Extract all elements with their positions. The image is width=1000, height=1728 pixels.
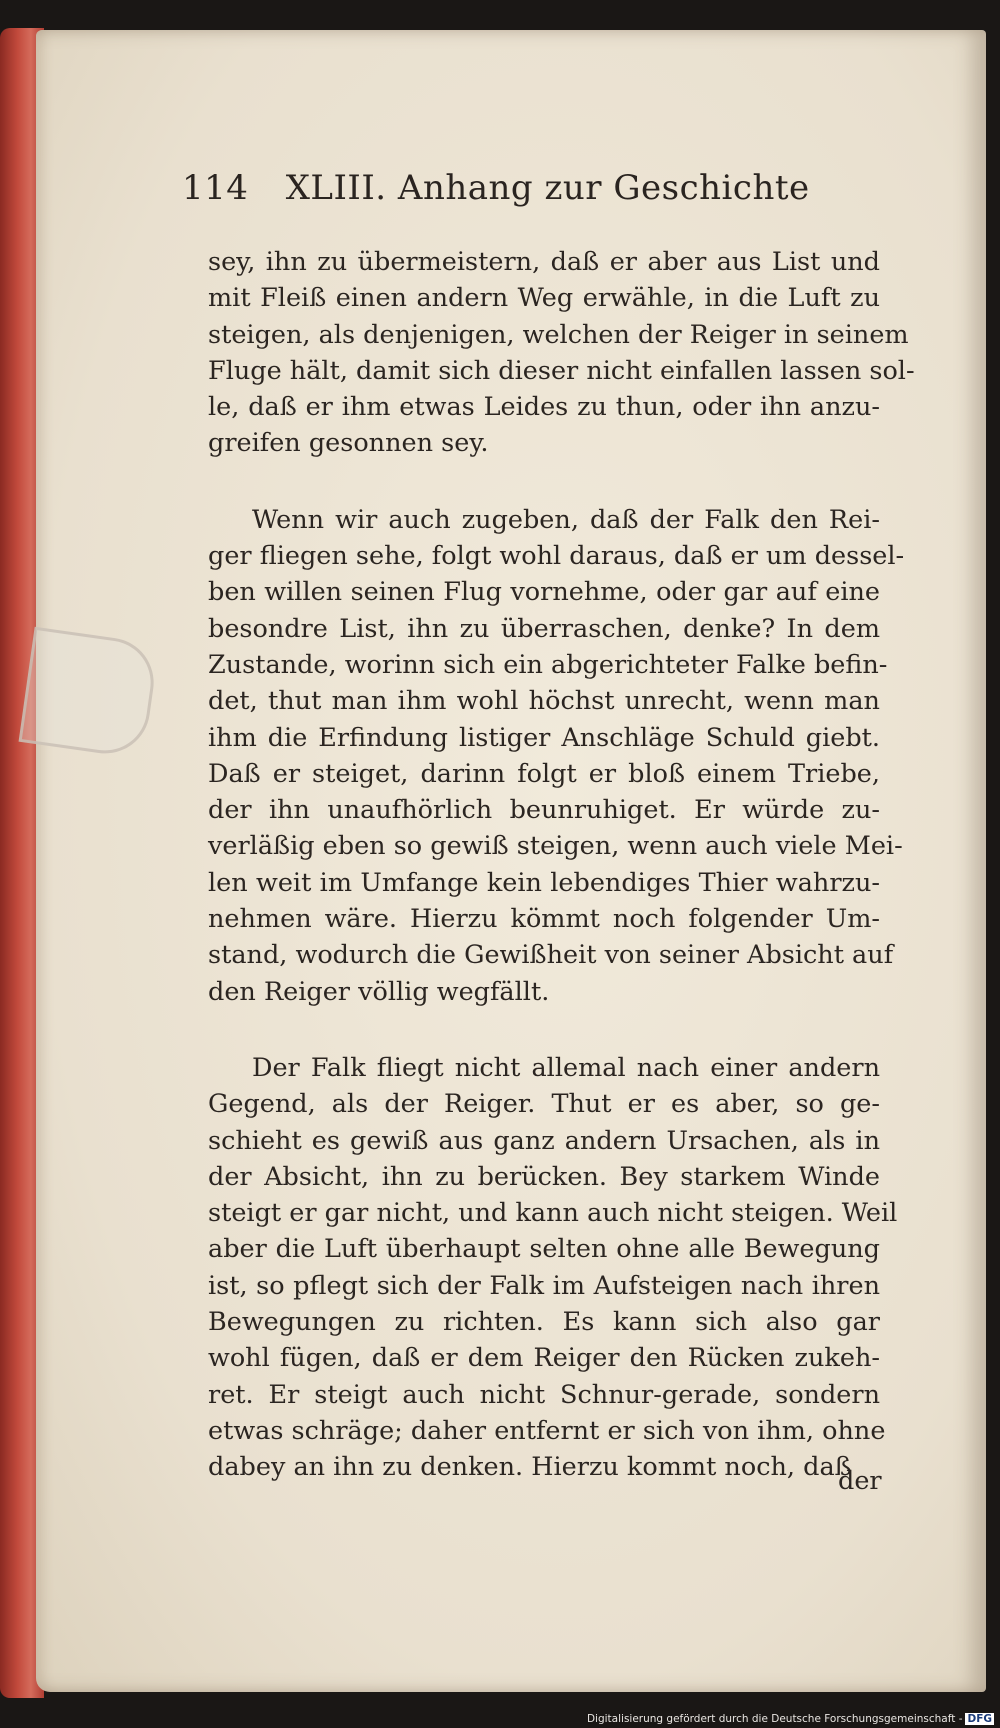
text-line: den Reiger völlig wegfällt. (208, 976, 550, 1007)
text-line: mit Fleiß einen andern Weg erwähle, in die Luft zu (208, 283, 880, 314)
text-line: Wenn wir auch zugeben, daß der Falk den Rei- (252, 504, 880, 535)
text-line: ihm die Erfindung listiger Anschläge Schuld giebt. (208, 722, 880, 753)
credit-text: Digitalisierung gefördert durch die Deutsche Forschungsgemeinschaft - (586, 1713, 963, 1725)
text-line: aber die Luft überhaupt selten ohne alle Bewegung (208, 1234, 880, 1265)
text-line: Zustande, worinn sich ein abgerichteter Falke befin- (208, 649, 888, 680)
text-line: schieht es gewiß aus ganz andern Ursachen, als in (208, 1125, 880, 1156)
text-line: besondre List, ihn zu überraschen, denke? In dem (208, 613, 880, 644)
bookmark-clip (19, 627, 160, 759)
text-line: greifen gesonnen sey. (208, 428, 489, 459)
text-line: det, thut man ihm wohl höchst unrecht, wenn man (208, 686, 880, 717)
text-line: steigt er gar nicht, und kann auch nicht steigen. Weil (208, 1198, 898, 1229)
page-header (182, 168, 922, 208)
text-line: ger fliegen sehe, folgt wohl daraus, daß er um dessel- (208, 541, 905, 572)
text-line: Der Falk fliegt nicht allemal nach einer andern (252, 1052, 880, 1083)
text-line: ist, so pflegt sich der Falk im Aufsteigen nach ihren (208, 1270, 880, 1301)
paragraph (208, 1050, 898, 1486)
dfg-logo: DFG (967, 1713, 992, 1725)
text-line: nehmen wäre. Hierzu kömmt noch folgender Um- (208, 904, 880, 935)
text-line: Fluge hält, damit sich dieser nicht einfallen lassen sol- (208, 355, 915, 386)
text-line: wohl fügen, daß er dem Reiger den Rücken zukeh- (208, 1343, 880, 1374)
paragraph-gap (208, 1010, 880, 1050)
text-line: le, daß er ihm etwas Leides zu thun, oder ihn anzu- (208, 392, 880, 423)
text-line: ben willen seinen Flug vornehme, oder gar auf eine (208, 577, 880, 608)
text-line: Daß er steiget, darinn folgt er bloß einem Triebe, (208, 758, 880, 789)
body-text (208, 244, 915, 1486)
text-line: len weit im Umfange kein lebendiges Thier wahrzu- (208, 867, 880, 898)
text-line: der Absicht, ihn zu berücken. Bey starkem Winde (208, 1161, 880, 1192)
text-line: stand, wodurch die Gewißheit von seiner Absicht auf (208, 940, 894, 971)
paragraph (208, 244, 915, 462)
text-line: etwas schräge; daher entfernt er sich von ihm, ohne (208, 1415, 886, 1446)
text-line: verläßig eben so gewiß steigen, wenn auch viele Mei- (208, 831, 903, 862)
catchword: der (838, 1466, 882, 1496)
page-number: 114 (182, 168, 249, 208)
text-line: dabey an ihn zu denken. Hierzu kommt noch, daß (208, 1452, 852, 1483)
digitization-credit (587, 1713, 994, 1725)
text-line: Bewegungen zu richten. Es kann sich also gar (208, 1307, 880, 1338)
paragraph-gap (208, 462, 880, 502)
text-line: ret. Er steigt auch nicht Schnur-gerade, sondern (208, 1379, 880, 1410)
text-line: der ihn unaufhörlich beunruhiget. Er würde zu- (208, 795, 880, 826)
text-line: Gegend, als der Reiger. Thut er es aber, so ge- (208, 1089, 880, 1120)
running-title: XLIII. Anhang zur Geschichte (285, 168, 810, 208)
text-line: sey, ihn zu übermeistern, daß er aber aus List und (208, 247, 880, 277)
paragraph (208, 502, 905, 1010)
text-line: steigen, als denjenigen, welchen der Reiger in seinem (208, 319, 909, 350)
